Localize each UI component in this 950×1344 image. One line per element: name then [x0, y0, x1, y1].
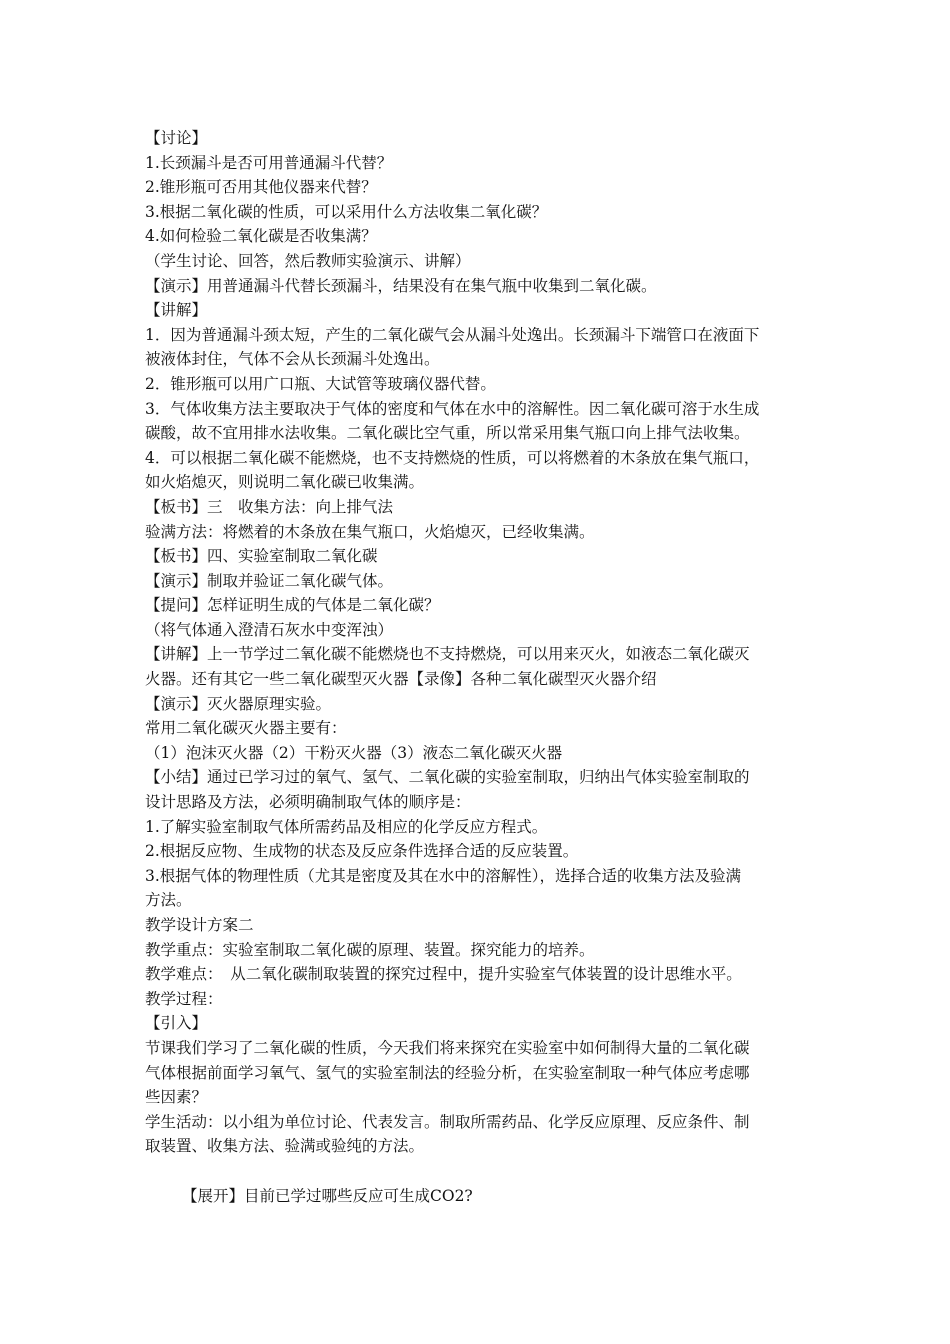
- text-line: 火器。还有其它一些二氧化碳型灭火器【录像】各种二氧化碳型灭火器介绍: [145, 670, 657, 689]
- text-line: 【演示】制取并验证二氧化碳气体。: [145, 571, 394, 590]
- text-line: 节课我们学习了二氧化碳的性质，今天我们将来探究在实验室中如何制得大量的二氧化碳: [145, 1038, 750, 1057]
- text-line: 3.根据二氧化碳的性质，可以采用什么方法收集二氧化碳？: [145, 202, 548, 221]
- text-line: 3.根据气体的物理性质（尤其是密度及其在水中的溶解性），选择合适的收集方法及验满: [145, 866, 742, 885]
- text-line: 教学难点： 从二氧化碳制取装置的探究过程中，提升实验室气体装置的设计思维水平。: [145, 965, 742, 984]
- text-line: 气体根据前面学习氧气、氢气的实验室制法的经验分析，在实验室制取一种气体应考虑哪: [145, 1063, 750, 1082]
- text-line: 【讲解】: [145, 301, 208, 320]
- text-line: 教学过程：: [145, 989, 223, 1008]
- text-line: 2.根据反应物、生成物的状态及反应条件选择合适的反应装置。: [145, 842, 579, 861]
- text-line: 【展开】目前已学过哪些反应可生成CO2?: [182, 1186, 473, 1205]
- text-line: 【讨论】: [145, 129, 208, 147]
- text-line: 2．锥形瓶可以用广口瓶、大试管等玻璃仪器代替。: [145, 374, 496, 393]
- document-body: [145, 126, 815, 1208]
- text-line: 3．气体收集方法主要取决于气体的密度和气体在水中的溶解性。因二氧化碳可溶于水生成: [145, 399, 760, 418]
- text-line: 常用二氧化碳灭火器主要有：: [145, 719, 347, 738]
- text-line: 1．因为普通漏斗颈太短，产生的二氧化碳气会从漏斗处逸出。长颈漏斗下端管口在液面下: [145, 325, 760, 344]
- text-line: （1）泡沫灭火器（2）干粉灭火器（3）液态二氧化碳灭火器: [145, 743, 563, 762]
- text-line: 【演示】用普通漏斗代替长颈漏斗，结果没有在集气瓶中收集到二氧化碳。: [145, 276, 657, 295]
- text-line: 【演示】灭火器原理实验。: [145, 694, 332, 713]
- text-line: 验满方法：将燃着的木条放在集气瓶口，火焰熄灭，已经收集满。: [145, 522, 595, 541]
- text-line: 教学重点：实验室制取二氧化碳的原理、装置。探究能力的培养。: [145, 940, 595, 959]
- text-line: 方法。: [145, 891, 192, 910]
- text-line: 些因素？: [145, 1088, 208, 1107]
- text-line: （学生讨论、回答，然后教师实验演示、讲解）: [145, 251, 471, 270]
- text-line: 【提问】怎样证明生成的气体是二氧化碳？: [145, 596, 440, 615]
- text-line: 【引入】: [145, 1014, 208, 1033]
- text-line: 设计思路及方法，必须明确制取气体的顺序是：: [145, 793, 471, 812]
- text-line: 被液体封住，气体不会从长颈漏斗处逸出。: [145, 350, 440, 369]
- text-line: 碳酸，故不宜用排水法收集。二氧化碳比空气重，所以常采用集气瓶口向上排气法收集。: [145, 424, 750, 443]
- text-line: 【讲解】上一节学过二氧化碳不能燃烧也不支持燃烧，可以用来灭火，如液态二氧化碳灭: [145, 645, 750, 664]
- text-line: 1.长颈漏斗是否可用普通漏斗代替？: [145, 153, 393, 172]
- text-line: 【小结】通过已学习过的氧气、氢气、二氧化碳的实验室制取，归纳出气体实验室制取的: [145, 768, 750, 787]
- text-line: 学生活动：以小组为单位讨论、代表发言。制取所需药品、化学反应原理、反应条件、制: [145, 1112, 750, 1131]
- text-line: 如火焰熄灭，则说明二氧化碳已收集满。: [145, 473, 425, 492]
- text-line: 4．可以根据二氧化碳不能燃烧，也不支持燃烧的性质，可以将燃着的木条放在集气瓶口，: [145, 448, 760, 467]
- text-line: 4.如何检验二氧化碳是否收集满？: [145, 227, 377, 246]
- text-line: 取装置、收集方法、验满或验纯的方法。: [145, 1137, 425, 1156]
- text-line: 【板书】四、实验室制取二氧化碳: [145, 547, 378, 566]
- text-line: 1.了解实验室制取气体所需药品及相应的化学反应方程式。: [145, 817, 548, 836]
- text-line: 【板书】三 收集方法：向上排气法: [145, 497, 394, 516]
- text-line: 教学设计方案二: [145, 916, 254, 934]
- blank-line: [145, 1159, 815, 1184]
- text-line: 2.锥形瓶可否用其他仪器来代替？: [145, 178, 377, 197]
- text-line: （将气体通入澄清石灰水中变浑浊）: [145, 620, 394, 639]
